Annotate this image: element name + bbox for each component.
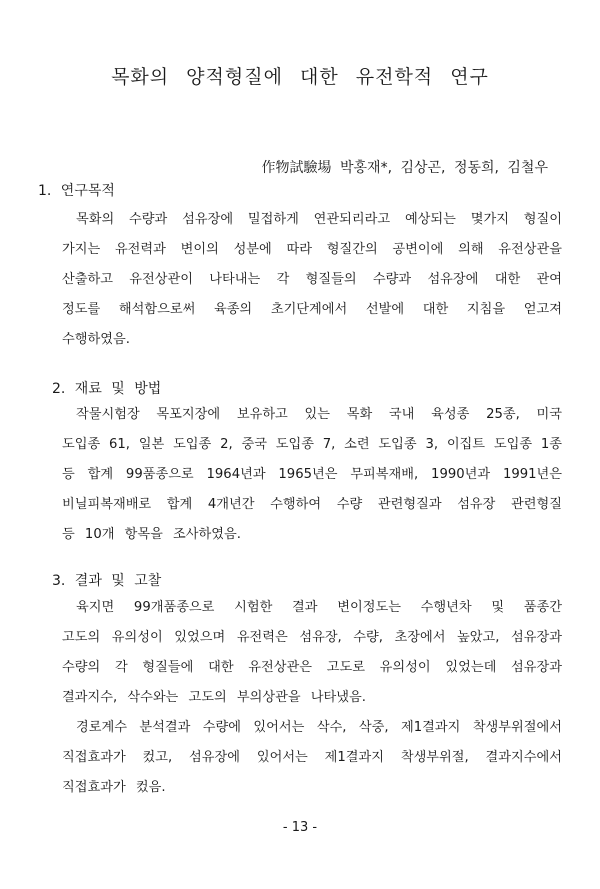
text-line: 작물시험장 목포지장에 보유하고 있는 목화 국내 육성종 25종, 미국	[76, 407, 562, 422]
section-heading-purpose: 1. 연구목적	[38, 183, 115, 199]
document-title: 목화의 양적형질에 대한 유전학적 연구	[111, 66, 489, 88]
section-heading-results: 3. 결과 및 고찰	[52, 573, 162, 589]
text-line: 육지면 99개품종으로 시험한 결과 변이정도는 수행년차 및 품종간	[76, 600, 562, 615]
paragraph-purpose	[62, 205, 562, 355]
text-line: 직접효과가 컸음.	[62, 780, 166, 795]
text-line: 가지는 유전력과 변이의 성분에 따라 형질간의 공변이에 의해 유전상관을	[62, 242, 562, 257]
paragraph-results-1	[62, 593, 562, 713]
text-line: 경로계수 분석결과 수량에 있어서는 삭수, 삭중, 제1결과지 착생부위절에서	[76, 720, 562, 735]
text-line: 도입종 61, 일본 도입종 2, 중국 도입종 7, 소련 도입종 3, 이집트 도입종 1종	[62, 437, 562, 452]
text-line: 등 10개 항목을 조사하였음.	[62, 527, 241, 542]
text-line: 직접효과가 컸고, 섬유장에 있어서는 제1결과지 착생부위절, 결과지수에서	[62, 750, 562, 765]
author-line: 作物試驗場 박홍재*, 김상곤, 정동희, 김철우	[261, 160, 548, 176]
text-line: 결과지수, 삭수와는 고도의 부의상관을 나타냈음.	[62, 690, 366, 705]
page-number: - 13 -	[282, 820, 318, 835]
text-line: 고도의 유의성이 있었으며 유전력은 섬유장, 수량, 초장에서 높았고, 섬유장과	[62, 630, 562, 645]
text-line: 비닐피복재배로 합계 4개년간 수행하여 수량 관련형질과 섬유장 관련형질	[62, 497, 562, 512]
section-heading-methods: 2. 재료 및 방법	[52, 381, 162, 397]
text-line: 등 합계 99품종으로 1964년과 1965년은 무피복재배, 1990년과 1991년은	[62, 467, 562, 482]
paragraph-results-2	[62, 713, 562, 803]
text-line: 수량의 각 형질들에 대한 유전상관은 고도로 유의성이 있었는데 섬유장과	[62, 660, 562, 675]
paragraph-methods	[62, 400, 562, 550]
text-line: 수행하였음.	[62, 332, 130, 347]
text-line: 목화의 수량과 섬유장에 밀접하게 연관되리라고 예상되는 몇가지 형질이	[76, 212, 562, 227]
text-line: 산출하고 유전상관이 나타내는 각 형질들의 수량과 섬유장에 대한 관여	[62, 272, 562, 287]
text-line: 정도를 해석함으로써 육종의 초기단계에서 선발에 대한 지침을 얻고져	[62, 302, 562, 317]
